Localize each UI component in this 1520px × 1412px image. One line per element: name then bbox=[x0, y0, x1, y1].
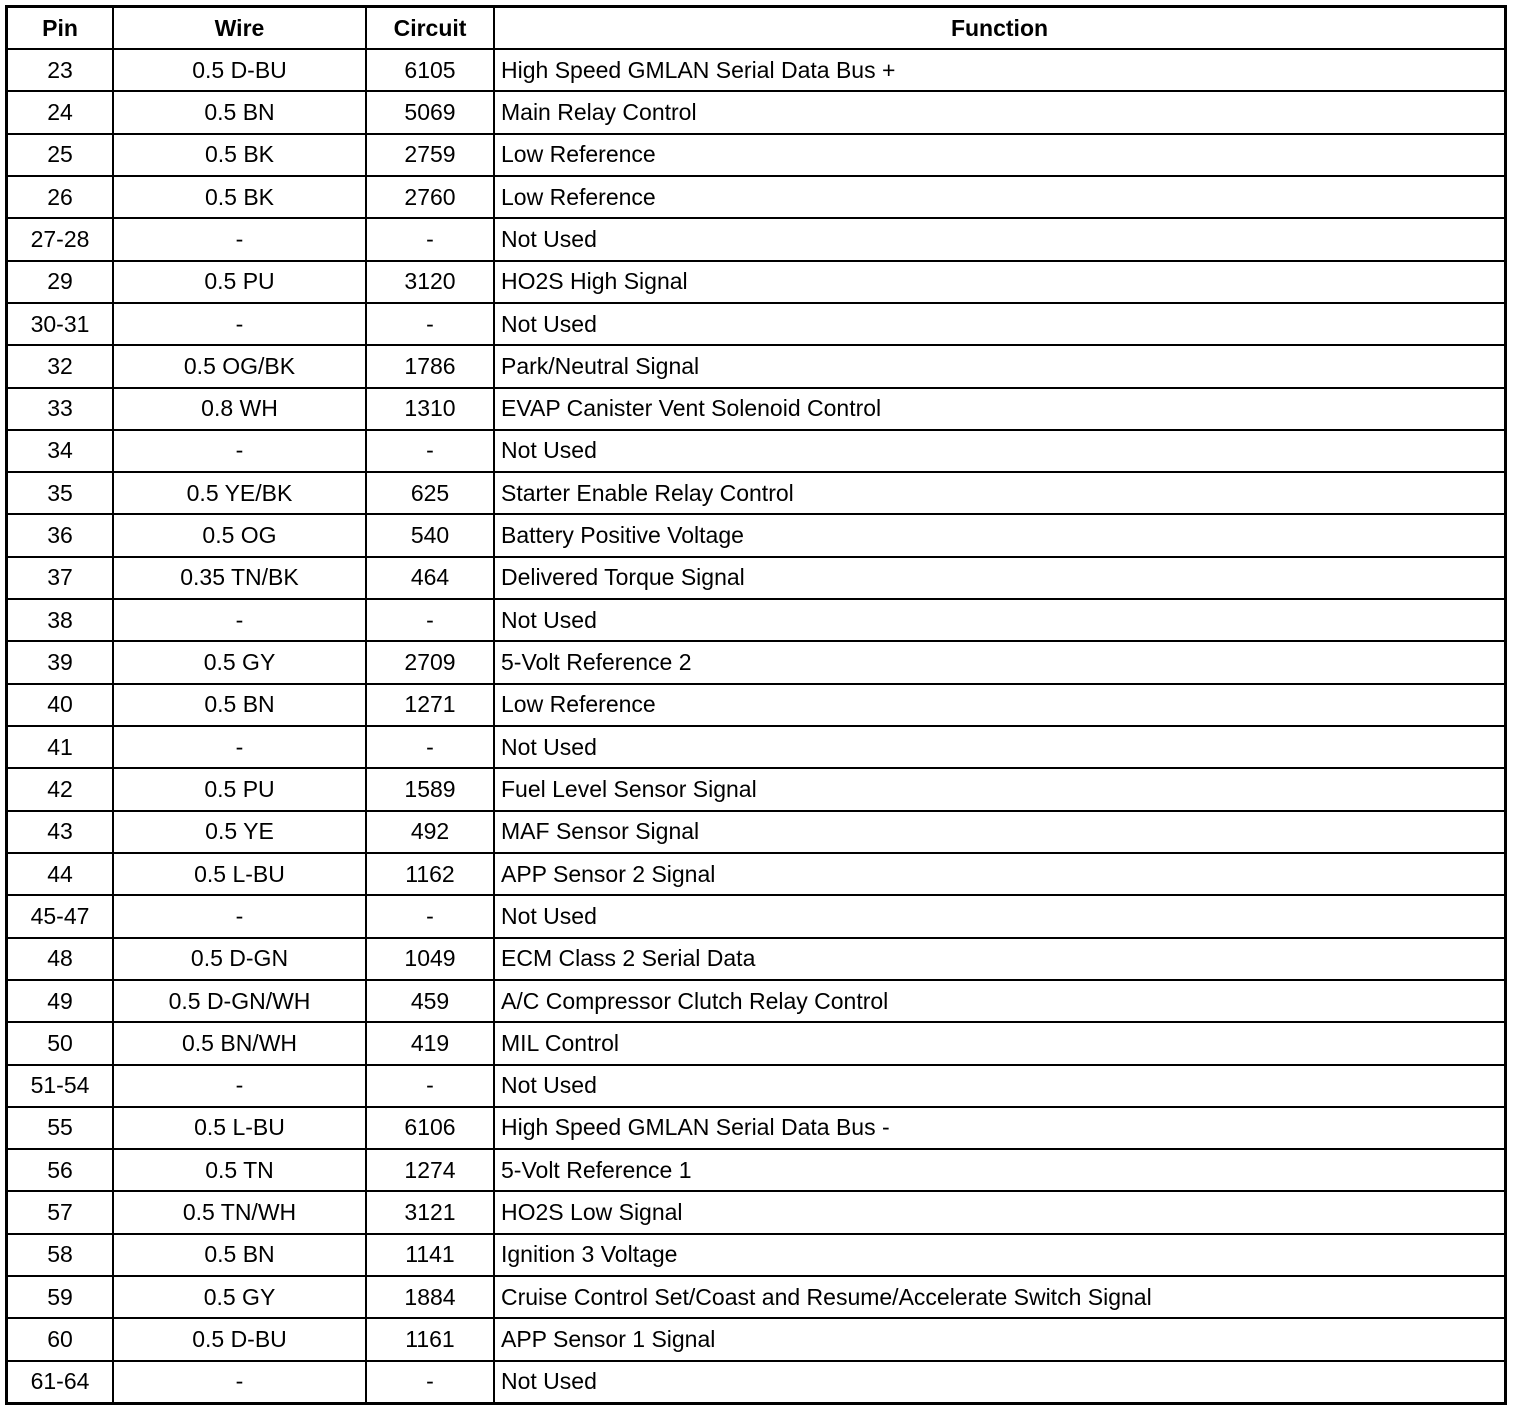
table-row bbox=[8, 599, 1504, 641]
connector-pinout-table bbox=[5, 5, 1507, 1405]
cell-circuit: 464 bbox=[366, 557, 494, 599]
cell-wire: - bbox=[113, 218, 366, 260]
cell-circuit: 419 bbox=[366, 1022, 494, 1064]
cell-pin: 30-31 bbox=[8, 303, 113, 345]
cell-pin: 35 bbox=[8, 472, 113, 514]
cell-circuit: 1161 bbox=[366, 1318, 494, 1360]
cell-function: Not Used bbox=[494, 430, 1504, 472]
cell-circuit: 3121 bbox=[366, 1191, 494, 1233]
table-row bbox=[8, 557, 1504, 599]
cell-wire: 0.5 L-BU bbox=[113, 1107, 366, 1149]
table-row bbox=[8, 388, 1504, 430]
table-body bbox=[8, 49, 1504, 1402]
cell-function: Not Used bbox=[494, 303, 1504, 345]
cell-circuit: 1049 bbox=[366, 938, 494, 980]
table-row bbox=[8, 1234, 1504, 1276]
cell-wire: 0.5 YE/BK bbox=[113, 472, 366, 514]
cell-circuit: 459 bbox=[366, 980, 494, 1022]
cell-pin: 29 bbox=[8, 261, 113, 303]
cell-circuit: - bbox=[366, 599, 494, 641]
cell-function: Not Used bbox=[494, 599, 1504, 641]
cell-wire: 0.5 BK bbox=[113, 134, 366, 176]
cell-circuit: - bbox=[366, 1361, 494, 1402]
header-wire: Wire bbox=[113, 8, 366, 49]
cell-function: Low Reference bbox=[494, 684, 1504, 726]
cell-circuit: 6106 bbox=[366, 1107, 494, 1149]
cell-wire: 0.5 OG bbox=[113, 514, 366, 556]
cell-circuit: 1786 bbox=[366, 345, 494, 387]
cell-wire: - bbox=[113, 1361, 366, 1402]
cell-circuit: 1141 bbox=[366, 1234, 494, 1276]
cell-pin: 59 bbox=[8, 1276, 113, 1318]
cell-function: Low Reference bbox=[494, 134, 1504, 176]
cell-circuit: 1589 bbox=[366, 768, 494, 810]
table-row bbox=[8, 49, 1504, 91]
cell-wire: 0.5 OG/BK bbox=[113, 345, 366, 387]
cell-function: 5-Volt Reference 2 bbox=[494, 641, 1504, 683]
table-row bbox=[8, 1276, 1504, 1318]
cell-wire: 0.8 WH bbox=[113, 388, 366, 430]
cell-circuit: 1310 bbox=[366, 388, 494, 430]
cell-pin: 23 bbox=[8, 49, 113, 91]
cell-function: Battery Positive Voltage bbox=[494, 514, 1504, 556]
table-row bbox=[8, 1318, 1504, 1360]
pinout-table bbox=[8, 8, 1504, 1402]
cell-pin: 37 bbox=[8, 557, 113, 599]
table-row bbox=[8, 91, 1504, 133]
cell-circuit: - bbox=[366, 895, 494, 937]
cell-function: Not Used bbox=[494, 1361, 1504, 1402]
header-pin: Pin bbox=[8, 8, 113, 49]
cell-wire: 0.5 PU bbox=[113, 261, 366, 303]
table-row bbox=[8, 345, 1504, 387]
cell-circuit: 2709 bbox=[366, 641, 494, 683]
cell-wire: - bbox=[113, 1065, 366, 1107]
header-row bbox=[8, 8, 1504, 49]
cell-pin: 39 bbox=[8, 641, 113, 683]
cell-circuit: 1162 bbox=[366, 853, 494, 895]
cell-circuit: 2760 bbox=[366, 176, 494, 218]
cell-circuit: - bbox=[366, 218, 494, 260]
cell-function: ECM Class 2 Serial Data bbox=[494, 938, 1504, 980]
cell-wire: - bbox=[113, 303, 366, 345]
cell-wire: 0.35 TN/BK bbox=[113, 557, 366, 599]
table-row bbox=[8, 1191, 1504, 1233]
cell-pin: 49 bbox=[8, 980, 113, 1022]
cell-function: MIL Control bbox=[494, 1022, 1504, 1064]
table-row bbox=[8, 1361, 1504, 1402]
cell-wire: 0.5 D-BU bbox=[113, 1318, 366, 1360]
cell-wire: 0.5 D-BU bbox=[113, 49, 366, 91]
cell-circuit: - bbox=[366, 303, 494, 345]
table-row bbox=[8, 726, 1504, 768]
cell-circuit: - bbox=[366, 430, 494, 472]
cell-pin: 60 bbox=[8, 1318, 113, 1360]
cell-circuit: 1271 bbox=[366, 684, 494, 726]
table-row bbox=[8, 1065, 1504, 1107]
cell-pin: 24 bbox=[8, 91, 113, 133]
cell-pin: 61-64 bbox=[8, 1361, 113, 1402]
cell-circuit: 492 bbox=[366, 811, 494, 853]
cell-wire: 0.5 D-GN bbox=[113, 938, 366, 980]
table-row bbox=[8, 176, 1504, 218]
cell-wire: - bbox=[113, 895, 366, 937]
cell-pin: 32 bbox=[8, 345, 113, 387]
cell-function: Low Reference bbox=[494, 176, 1504, 218]
cell-circuit: 2759 bbox=[366, 134, 494, 176]
cell-pin: 26 bbox=[8, 176, 113, 218]
header-function: Function bbox=[494, 8, 1504, 49]
cell-function: High Speed GMLAN Serial Data Bus - bbox=[494, 1107, 1504, 1149]
table-row bbox=[8, 1107, 1504, 1149]
cell-circuit: 3120 bbox=[366, 261, 494, 303]
table-row bbox=[8, 768, 1504, 810]
cell-pin: 40 bbox=[8, 684, 113, 726]
table-row bbox=[8, 684, 1504, 726]
table-row bbox=[8, 218, 1504, 260]
cell-pin: 56 bbox=[8, 1149, 113, 1191]
cell-pin: 33 bbox=[8, 388, 113, 430]
header-circuit: Circuit bbox=[366, 8, 494, 49]
table-row bbox=[8, 514, 1504, 556]
cell-function: A/C Compressor Clutch Relay Control bbox=[494, 980, 1504, 1022]
table-row bbox=[8, 811, 1504, 853]
table-row bbox=[8, 430, 1504, 472]
cell-pin: 57 bbox=[8, 1191, 113, 1233]
table-row bbox=[8, 895, 1504, 937]
cell-pin: 44 bbox=[8, 853, 113, 895]
cell-function: Park/Neutral Signal bbox=[494, 345, 1504, 387]
cell-wire: 0.5 BN bbox=[113, 1234, 366, 1276]
table-row bbox=[8, 303, 1504, 345]
cell-wire: - bbox=[113, 430, 366, 472]
cell-pin: 34 bbox=[8, 430, 113, 472]
cell-wire: 0.5 GY bbox=[113, 1276, 366, 1318]
cell-circuit: 625 bbox=[366, 472, 494, 514]
table-row bbox=[8, 261, 1504, 303]
cell-function: HO2S High Signal bbox=[494, 261, 1504, 303]
cell-function: MAF Sensor Signal bbox=[494, 811, 1504, 853]
cell-wire: - bbox=[113, 726, 366, 768]
cell-function: 5-Volt Reference 1 bbox=[494, 1149, 1504, 1191]
table-row bbox=[8, 134, 1504, 176]
cell-function: HO2S Low Signal bbox=[494, 1191, 1504, 1233]
table-row bbox=[8, 980, 1504, 1022]
cell-function: APP Sensor 2 Signal bbox=[494, 853, 1504, 895]
table-row bbox=[8, 641, 1504, 683]
cell-function: Fuel Level Sensor Signal bbox=[494, 768, 1504, 810]
cell-pin: 55 bbox=[8, 1107, 113, 1149]
cell-function: EVAP Canister Vent Solenoid Control bbox=[494, 388, 1504, 430]
cell-pin: 51-54 bbox=[8, 1065, 113, 1107]
cell-circuit: 6105 bbox=[366, 49, 494, 91]
cell-circuit: 1274 bbox=[366, 1149, 494, 1191]
cell-wire: 0.5 L-BU bbox=[113, 853, 366, 895]
cell-wire: 0.5 BK bbox=[113, 176, 366, 218]
cell-pin: 42 bbox=[8, 768, 113, 810]
table-row bbox=[8, 1022, 1504, 1064]
cell-circuit: - bbox=[366, 1065, 494, 1107]
table-row bbox=[8, 472, 1504, 514]
cell-circuit: 5069 bbox=[366, 91, 494, 133]
cell-function: Not Used bbox=[494, 218, 1504, 260]
cell-wire: 0.5 D-GN/WH bbox=[113, 980, 366, 1022]
cell-wire: 0.5 BN bbox=[113, 684, 366, 726]
cell-circuit: - bbox=[366, 726, 494, 768]
cell-pin: 48 bbox=[8, 938, 113, 980]
cell-function: Not Used bbox=[494, 895, 1504, 937]
cell-function: Ignition 3 Voltage bbox=[494, 1234, 1504, 1276]
cell-function: High Speed GMLAN Serial Data Bus + bbox=[494, 49, 1504, 91]
cell-function: Delivered Torque Signal bbox=[494, 557, 1504, 599]
table-row bbox=[8, 1149, 1504, 1191]
cell-wire: 0.5 YE bbox=[113, 811, 366, 853]
cell-wire: 0.5 BN/WH bbox=[113, 1022, 366, 1064]
cell-function: Main Relay Control bbox=[494, 91, 1504, 133]
cell-wire: 0.5 BN bbox=[113, 91, 366, 133]
cell-pin: 36 bbox=[8, 514, 113, 556]
cell-circuit: 1884 bbox=[366, 1276, 494, 1318]
cell-wire: 0.5 PU bbox=[113, 768, 366, 810]
cell-function: Not Used bbox=[494, 1065, 1504, 1107]
table-row bbox=[8, 938, 1504, 980]
cell-function: APP Sensor 1 Signal bbox=[494, 1318, 1504, 1360]
table-row bbox=[8, 853, 1504, 895]
cell-function: Cruise Control Set/Coast and Resume/Accelerate Switch Signal bbox=[494, 1276, 1504, 1318]
cell-pin: 43 bbox=[8, 811, 113, 853]
cell-function: Not Used bbox=[494, 726, 1504, 768]
cell-circuit: 540 bbox=[366, 514, 494, 556]
cell-wire: 0.5 TN bbox=[113, 1149, 366, 1191]
cell-wire: - bbox=[113, 599, 366, 641]
cell-pin: 27-28 bbox=[8, 218, 113, 260]
cell-pin: 25 bbox=[8, 134, 113, 176]
cell-wire: 0.5 TN/WH bbox=[113, 1191, 366, 1233]
cell-pin: 50 bbox=[8, 1022, 113, 1064]
cell-pin: 41 bbox=[8, 726, 113, 768]
cell-function: Starter Enable Relay Control bbox=[494, 472, 1504, 514]
cell-pin: 45-47 bbox=[8, 895, 113, 937]
cell-wire: 0.5 GY bbox=[113, 641, 366, 683]
cell-pin: 38 bbox=[8, 599, 113, 641]
cell-pin: 58 bbox=[8, 1234, 113, 1276]
